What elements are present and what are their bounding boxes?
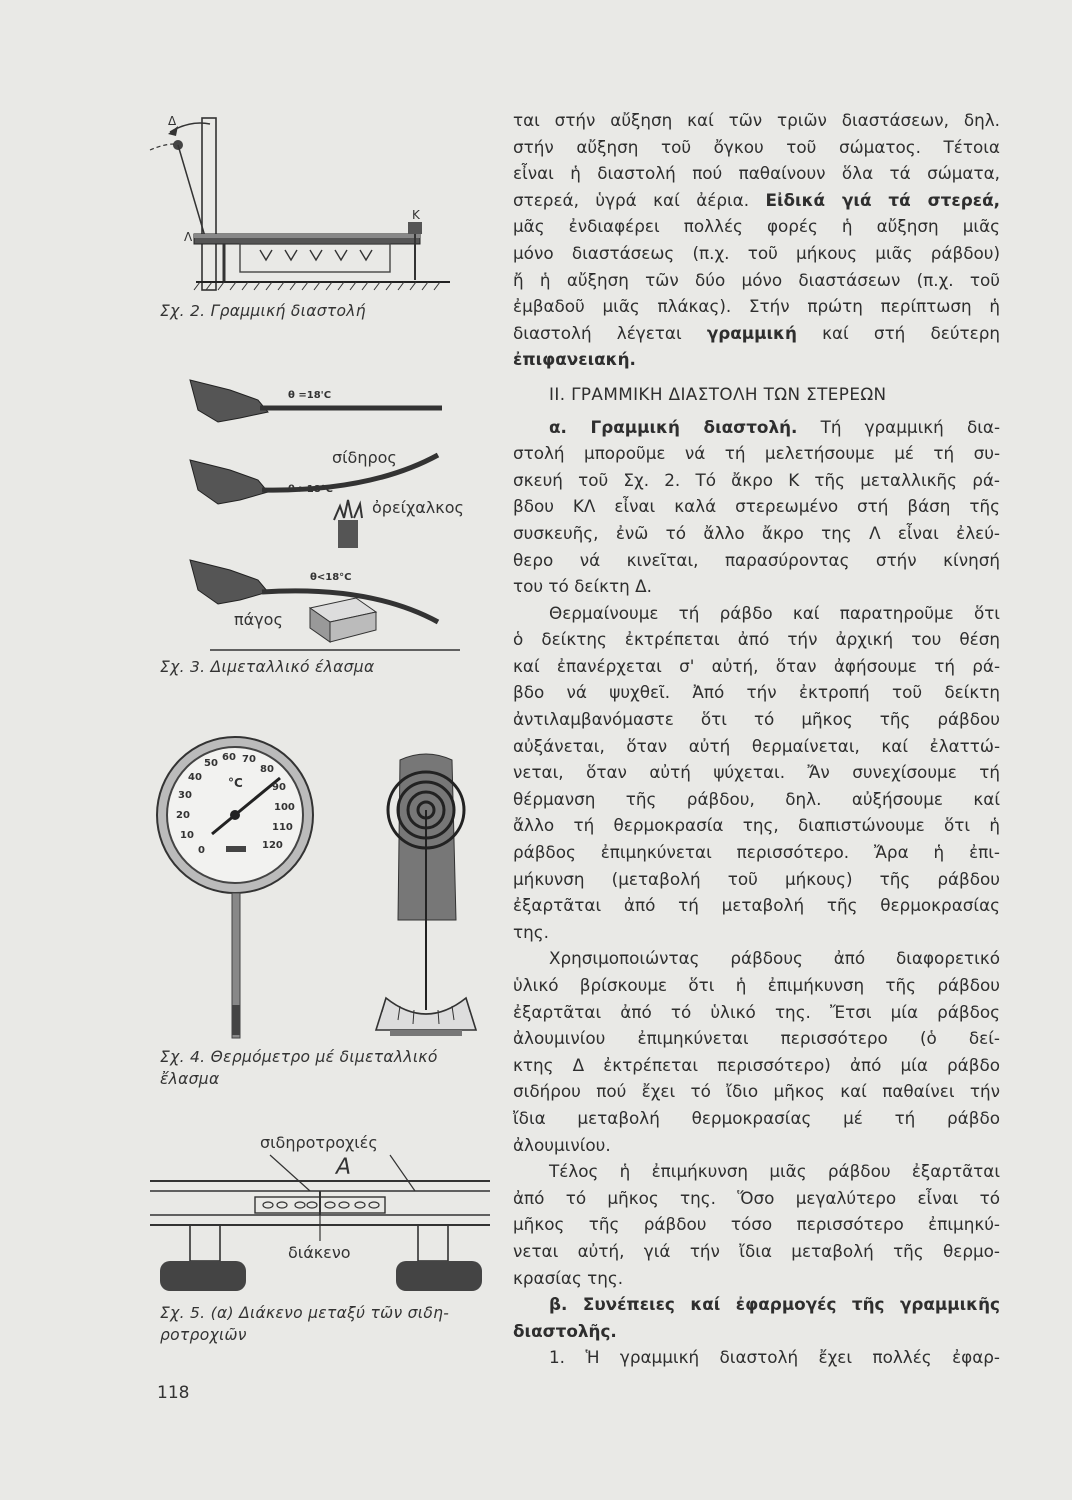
term-linear: γραμμική	[706, 322, 797, 343]
text-line	[513, 414, 1000, 441]
text-line: ἤ ἡ αὔξηση τῶν δύο μόνο διαστάσεων (π.χ. τοῦ	[513, 269, 1000, 290]
text-line: εἶναι ἡ διαστολή πού παθαίνουν ὅλα τά σώματα,	[513, 163, 1000, 184]
label-ice: πάγος	[234, 610, 283, 629]
text-line: μᾶς ἐνδιαφέρει πολλές φορές ἡ αὔξηση μιᾶς	[513, 216, 1000, 237]
text-line: κρασίας της.	[513, 1267, 624, 1288]
dial-number: 120	[262, 840, 283, 851]
text-span: Τή γραμμική δια-	[820, 416, 1001, 437]
subsection-a-heading: α. Γραμμική διαστολή.	[549, 416, 798, 437]
text-line: κτης Δ ἐκτρέπεται περισσότερο) ἀπό μία ράβδο	[513, 1054, 1000, 1075]
label-a: Α	[336, 1155, 352, 1180]
dial-number: 0	[198, 845, 205, 856]
figure-3-caption: Σχ. 3. Διμεταλλικό έλασμα	[160, 658, 375, 676]
text-line: μῆκος τῆς ράβδου τόσο περισσότερο ἐπιμηκύ-	[513, 1214, 1000, 1235]
text-line: Θερμαίνουμε τή ράβδο καί παρατηροῦμε ὅτι	[549, 602, 1000, 623]
text-span: στερεά, ὑγρά καί ἀέρια.	[513, 189, 750, 210]
text-line: ἴδια μεταβολή θερμοκρασίας μέ τή ράβδο	[513, 1107, 1000, 1128]
text-line: ἄλλο τή θερμοκρασία της, διαπιστώνουμε ὅτι ἡ	[513, 815, 1000, 836]
text-line: ὑλικό βρίσκουμε ὅτι ἡ ἐπιμήκυνση τῆς ράβδου	[513, 975, 1000, 995]
text-line: Χρησιμοποιώντας ράβδους ἀπό διαφορετικό	[549, 948, 1000, 969]
text-line: ἐξαρτᾶται ἀπό τό ὑλικό της. Ἔτσι μία ράβδος	[513, 1001, 1000, 1022]
temp-equal-label: θ =18'C	[288, 390, 332, 401]
text-line: ὁ δείκτης ἐκτρέπεται ἀπό τήν ἀρχική του θέση	[513, 629, 1000, 650]
text-line: νεται, ὅταν αὐτή ψύχεται. Ἄν συνεχίσουμε τή	[513, 762, 1000, 783]
label-gap: διάκενο	[288, 1243, 351, 1262]
text-line	[513, 1318, 1000, 1345]
dial-number: 110	[272, 822, 293, 833]
dial-number: 40	[188, 772, 202, 783]
text-line: Τέλος ἡ ἐπιμήκυνση μιᾶς ράβδου ἐξαρτᾶται	[549, 1161, 1000, 1182]
figure-5-caption-line1: Σχ. 5. (α) Διάκενο μεταξύ τῶν σιδη-	[160, 1304, 450, 1322]
section-title: ΙΙ. ΓΡΑΜΜΙΚΗ ΔΙΑΣΤΟΛΗ ΤΩΝ ΣΤΕΡΕΩΝ	[549, 383, 887, 404]
text-line: ράβδος ἐπιμηκύνεται περισσότερο. Ἄρα ἡ ἐπι-	[513, 842, 1000, 863]
dial-number: 20	[176, 810, 190, 821]
text-line	[513, 320, 1000, 347]
page-number: 118	[157, 1383, 190, 1403]
text-line: καί ἐπανέρχεται σ' αὐτή, ὅταν ἀφήσουμε τή ρά-	[513, 655, 1000, 676]
emphasis-solids: Εἰδικά γιά τά στερεά,	[765, 189, 1000, 210]
text-line: νεται αὐτή, γιά τήν ἴδια μεταβολή τῆς θερμο-	[513, 1240, 1000, 1261]
figure-2-caption: Σχ. 2. Γραμμική διαστολή	[160, 302, 366, 320]
text-line: ται στήν αὔξηση καί τῶν τριῶν διαστάσεων, δηλ.	[513, 110, 1000, 130]
dial-number: 10	[180, 830, 194, 841]
dial-number: 60	[222, 752, 236, 763]
figure-4-caption-line2: ἔλασμα	[160, 1070, 220, 1088]
text-line: βδου ΚΛ εἶναι καλά στερεωμένο στή βάση τῆς	[513, 496, 1000, 517]
text-span: καί στή δεύτερη	[822, 322, 1001, 343]
text-line: στολή μποροῦμε νά τή μελετήσουμε μέ τή συ-	[513, 443, 1000, 464]
text-line: 1. Ἡ γραμμική διαστολή ἔχει πολλές ἐφαρ-	[549, 1347, 1000, 1368]
text-line: στήν αὔξηση τοῦ ὄγκου τοῦ σώματος. Τέτοια	[513, 136, 1000, 157]
text-line: ἀπό τό μῆκος της. Ὅσο μεγαλύτερο εἶναι τό	[513, 1187, 1000, 1208]
subsection-b-heading: β. Συνέπειες καί ἐφαρμογές τῆς γραμμικῆς	[549, 1294, 1000, 1315]
rails-drawing	[150, 1125, 490, 1305]
dial-number: 90	[272, 782, 286, 793]
text-line: συσκευῆς, ἐνῶ τό ἄλλο ἄκρο της Λ εἶναι ἐλεύ-	[513, 522, 1000, 543]
label-iron: σίδηρος	[332, 448, 397, 467]
apparatus-drawing	[150, 110, 490, 300]
text-line: της.	[513, 921, 549, 942]
label-k: Κ	[412, 208, 420, 222]
label-brass: ὀρείχαλκος	[372, 498, 464, 517]
figure-4-caption-line1: Σχ. 4. Θερμόμετρο μέ διμεταλλικό	[160, 1048, 438, 1066]
text-line: ἀντιλαμβανόμαστε ὅτι τό μῆκος τῆς ράβδου	[513, 709, 1000, 730]
text-line: θερο νά κινεῖται, παρασύροντας στήν κίνησή	[513, 549, 1000, 570]
figure-5-caption-line2: ροτροχιῶν	[160, 1326, 247, 1344]
text-line	[513, 187, 1000, 214]
text-line: ἐμβαδοῦ μιᾶς πλάκας). Στήν πρώτη περίπτωση ἡ	[513, 296, 1000, 317]
text-line: ἐξαρτᾶται ἀπό τή μεταβολή τῆς θερμοκρασίας	[513, 895, 1000, 916]
text-line	[513, 346, 1000, 373]
figure-4-caption	[160, 1046, 438, 1090]
text-line: μήκυνση (μεταβολή τοῦ μήκους) τῆς ράβδου	[513, 868, 1000, 889]
figure-3-bimetallic-strip	[180, 360, 480, 660]
text-line: σκευή τοῦ Σχ. 2. Τό ἄκρο Κ τῆς μεταλλικῆς ρά-	[513, 469, 1000, 490]
label-delta: Δ	[168, 114, 177, 128]
figure-2-linear-expansion-apparatus	[150, 110, 490, 300]
term-surface: ἐπιφανειακή.	[513, 349, 636, 370]
text-line: του τό δείκτη Δ.	[513, 576, 652, 597]
temp-greater-label: θ >18°C	[288, 484, 333, 495]
text-line: ἀλουμινίου ἐπιμηκύνεται περισσότερο (ὁ δεί-	[513, 1028, 1000, 1049]
dial-number: 70	[242, 754, 256, 765]
text-line: θέρμανση τῆς ράβδου, δηλ. αὐξήσουμε καί	[513, 788, 1000, 809]
text-line	[513, 1291, 1000, 1318]
figure-4-bimetallic-thermometer	[150, 730, 480, 1040]
figure-5-rail-gap	[150, 1125, 490, 1305]
text-span: διαστολή λέγεται	[513, 322, 682, 343]
text-line: ἀλουμινίου.	[513, 1134, 611, 1155]
dial-number: 100	[274, 802, 295, 813]
dial-number: 30	[178, 790, 192, 801]
text-line: μόνο διαστάσεως (π.χ. τοῦ μήκους μιᾶς ράβδου)	[513, 242, 1000, 263]
dial-number: 80	[260, 764, 274, 775]
body-text-column	[513, 107, 1000, 1371]
text-line: αὐξάνεται, ὅταν αὐτή θερμαίνεται, καί ἐλαττώ-	[513, 735, 1000, 756]
subsection-b-heading-cont: διαστολῆς.	[513, 1320, 617, 1341]
text-line: βδο νά ψυχθεῖ. Ἀπό τήν ἐκτροπή τοῦ δείκτη	[513, 682, 1000, 703]
dial-unit: °C	[228, 776, 243, 790]
dial-number: 50	[204, 758, 218, 769]
temp-less-label: θ<18°C	[310, 572, 352, 583]
figure-5-caption	[160, 1302, 449, 1346]
label-lambda: Λ	[184, 230, 193, 244]
label-rails: σιδηροτροχιές	[260, 1133, 378, 1152]
text-line: σιδήρου πού ἔχει τό ἴδιο μῆκος καί παθαίνει τήν	[513, 1081, 1000, 1102]
